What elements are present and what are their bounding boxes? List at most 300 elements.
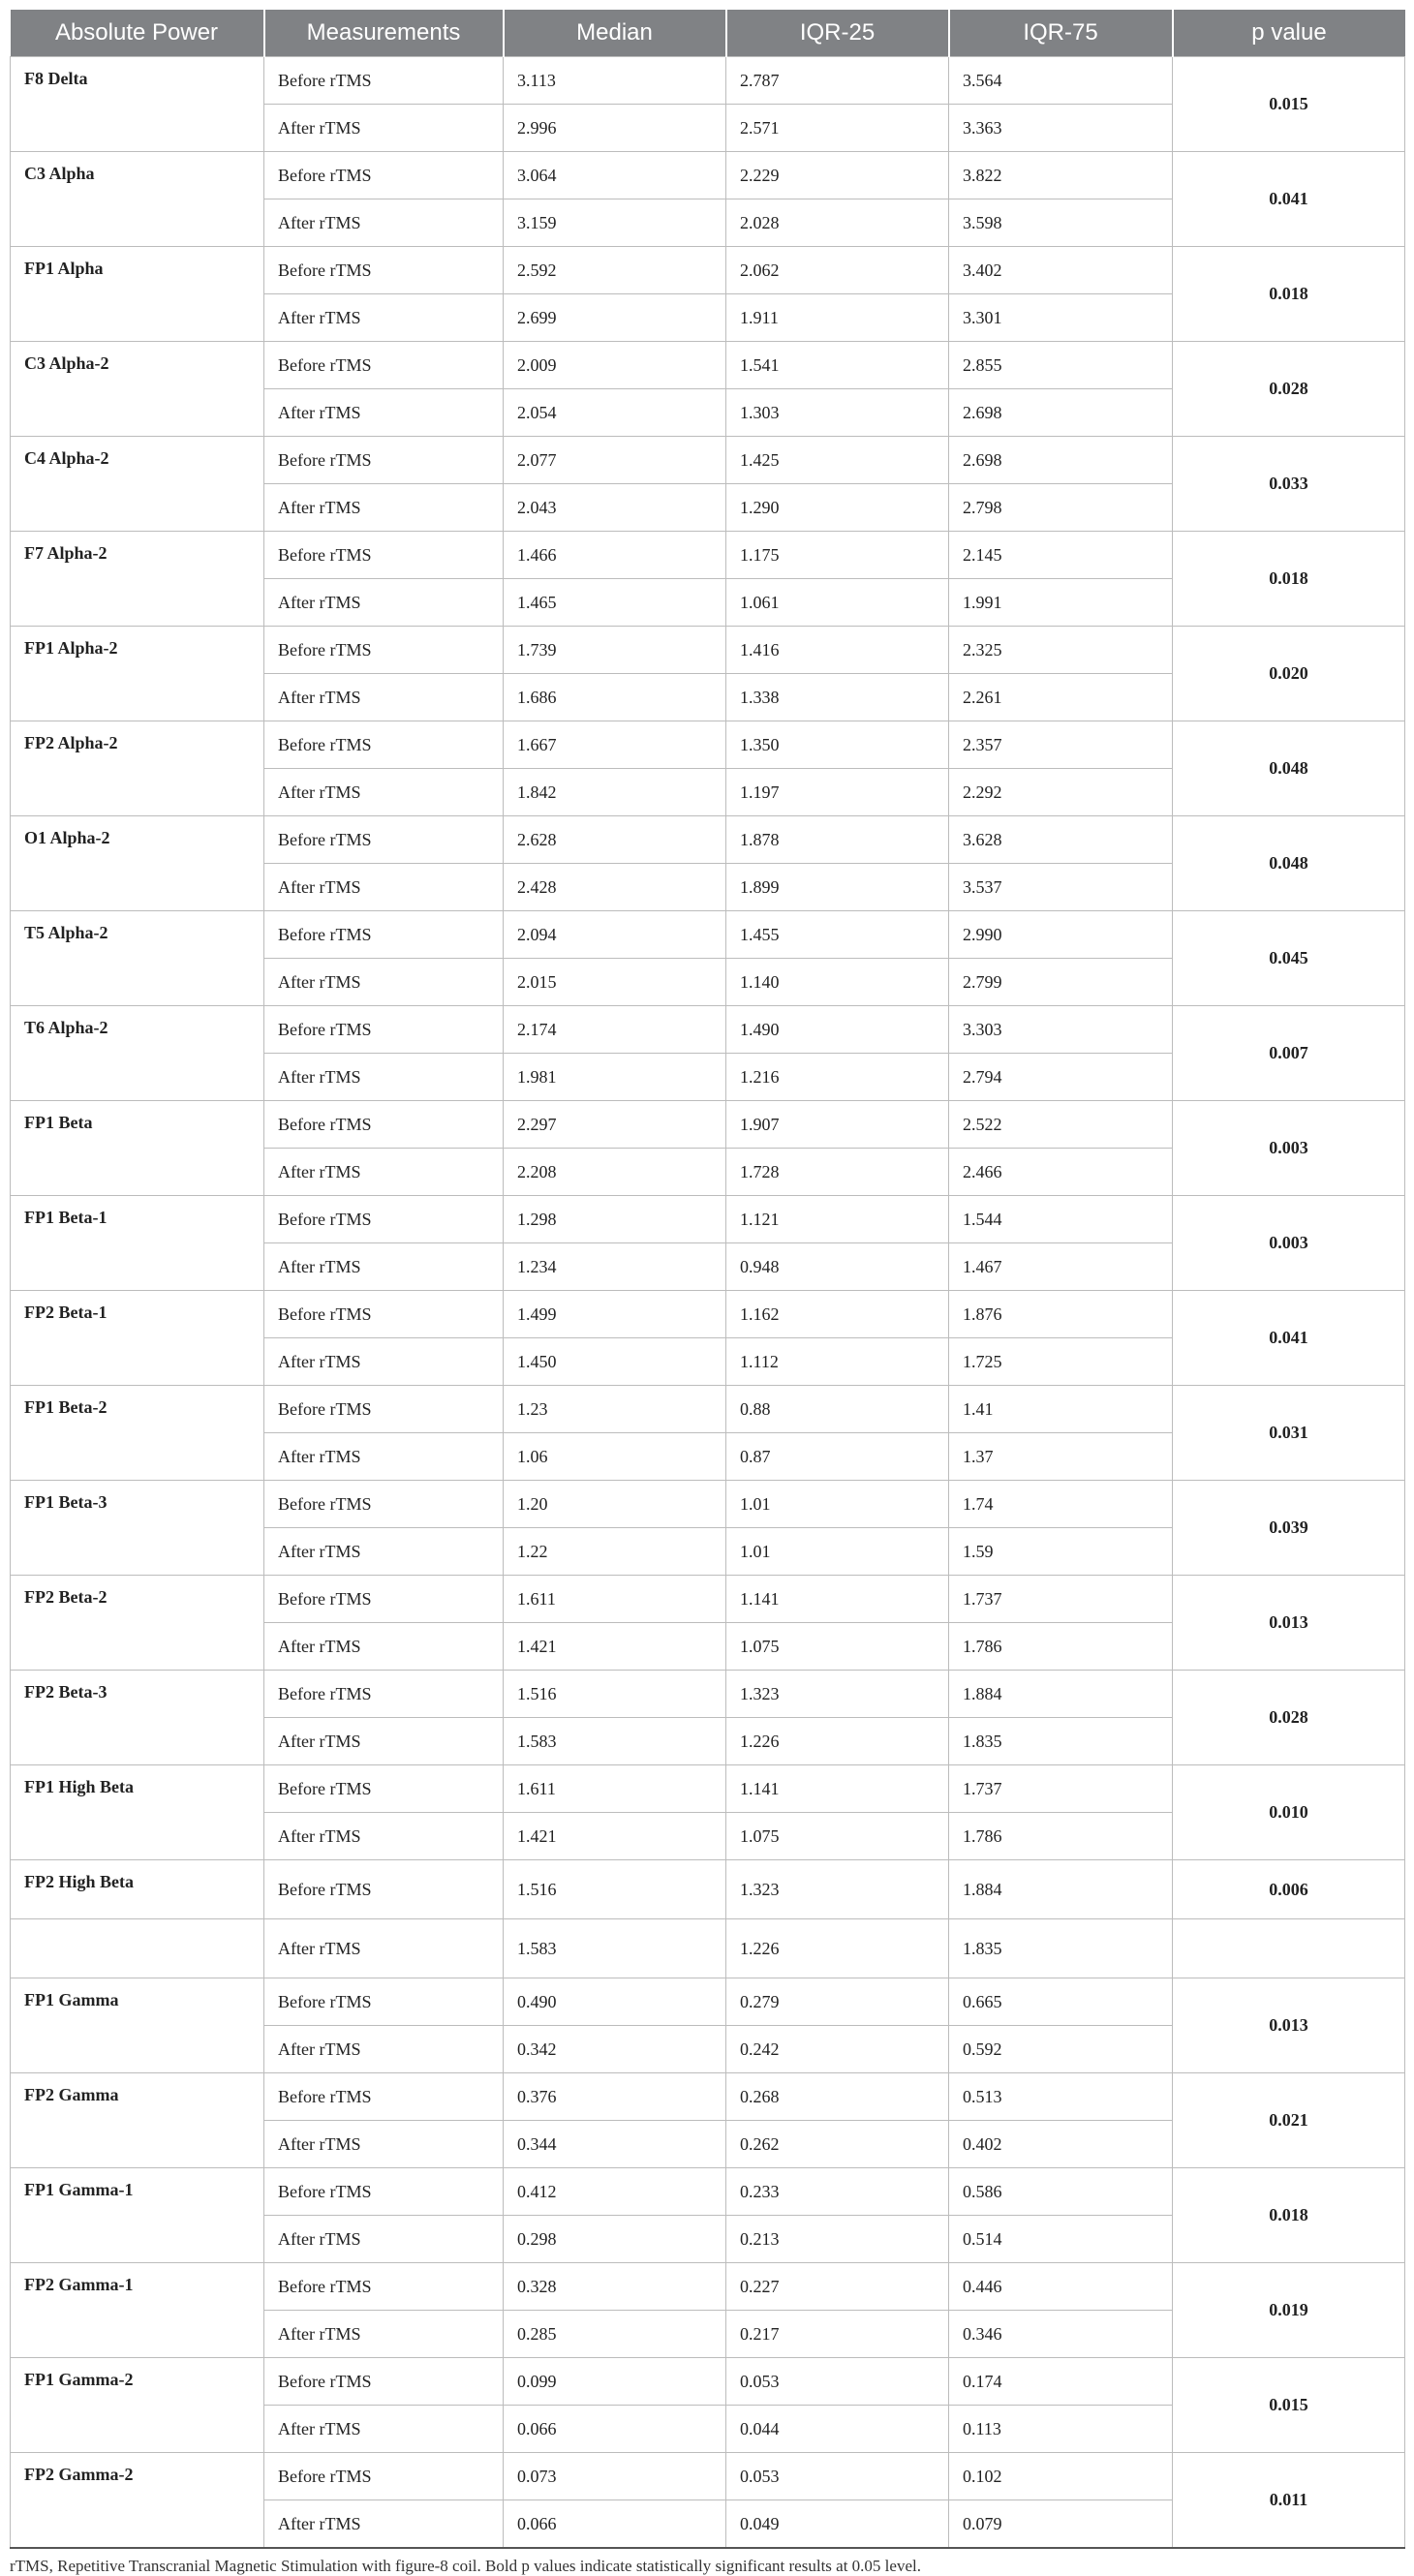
group-label: FP2 Gamma — [11, 2073, 264, 2168]
measurement-cell: After rTMS — [264, 2026, 504, 2073]
table-row — [11, 911, 1405, 959]
value-cell: 1.298 — [504, 1196, 726, 1243]
value-cell: 0.113 — [949, 2406, 1173, 2453]
table-row — [11, 1860, 1405, 1919]
measurement-cell: After rTMS — [264, 1338, 504, 1386]
value-cell: 1.421 — [504, 1813, 726, 1860]
column-header: Absolute Power — [11, 10, 264, 57]
group-label: FP1 Gamma — [11, 1978, 264, 2073]
value-cell: 1.786 — [949, 1623, 1173, 1671]
value-cell: 1.544 — [949, 1196, 1173, 1243]
value-cell: 1.226 — [726, 1718, 949, 1765]
group-label: F8 Delta — [11, 57, 264, 152]
value-cell: 2.174 — [504, 1006, 726, 1054]
measurement-cell: Before rTMS — [264, 1671, 504, 1718]
value-cell: 1.197 — [726, 769, 949, 816]
value-cell: 1.786 — [949, 1813, 1173, 1860]
table-row — [11, 2358, 1405, 2406]
value-cell: 2.571 — [726, 105, 949, 152]
group-label — [11, 1919, 264, 1978]
table-row — [11, 1765, 1405, 1813]
value-cell: 2.996 — [504, 105, 726, 152]
p-value-cell — [1173, 1919, 1405, 1978]
results-table-container — [10, 10, 1404, 2576]
value-cell: 1.140 — [726, 959, 949, 1006]
measurement-cell: Before rTMS — [264, 1196, 504, 1243]
table-row — [11, 342, 1405, 389]
measurement-cell: After rTMS — [264, 769, 504, 816]
p-value-cell: 0.045 — [1173, 911, 1405, 1006]
p-value-cell: 0.003 — [1173, 1101, 1405, 1196]
value-cell: 1.835 — [949, 1919, 1173, 1978]
p-value-cell: 0.018 — [1173, 2168, 1405, 2263]
table-row — [11, 247, 1405, 294]
value-cell: 1.323 — [726, 1671, 949, 1718]
table-row — [11, 2073, 1405, 2121]
p-value-cell: 0.015 — [1173, 57, 1405, 152]
column-header: p value — [1173, 10, 1405, 57]
value-cell: 0.217 — [726, 2311, 949, 2358]
group-label: FP2 Beta-1 — [11, 1291, 264, 1386]
p-value-cell: 0.003 — [1173, 1196, 1405, 1291]
value-cell: 1.490 — [726, 1006, 949, 1054]
value-cell: 3.303 — [949, 1006, 1173, 1054]
value-cell: 0.490 — [504, 1978, 726, 2026]
table-body — [11, 57, 1405, 2549]
value-cell: 2.466 — [949, 1149, 1173, 1196]
value-cell: 1.911 — [726, 294, 949, 342]
value-cell: 0.044 — [726, 2406, 949, 2453]
value-cell: 0.262 — [726, 2121, 949, 2168]
value-cell: 1.725 — [949, 1338, 1173, 1386]
value-cell: 2.043 — [504, 484, 726, 532]
measurement-cell: After rTMS — [264, 1718, 504, 1765]
value-cell: 0.88 — [726, 1386, 949, 1433]
value-cell: 1.981 — [504, 1054, 726, 1101]
table-row — [11, 1386, 1405, 1433]
table-row — [11, 1978, 1405, 2026]
value-cell: 0.066 — [504, 2500, 726, 2549]
value-cell: 2.798 — [949, 484, 1173, 532]
value-cell: 0.298 — [504, 2216, 726, 2263]
group-label: FP2 High Beta — [11, 1860, 264, 1919]
p-value-cell: 0.028 — [1173, 342, 1405, 437]
measurement-cell: After rTMS — [264, 1813, 504, 1860]
value-cell: 2.592 — [504, 247, 726, 294]
value-cell: 3.402 — [949, 247, 1173, 294]
p-value-cell: 0.041 — [1173, 1291, 1405, 1386]
measurement-cell: After rTMS — [264, 1919, 504, 1978]
table-row — [11, 1481, 1405, 1528]
value-cell: 2.208 — [504, 1149, 726, 1196]
value-cell: 3.564 — [949, 57, 1173, 105]
value-cell: 2.062 — [726, 247, 949, 294]
value-cell: 0.233 — [726, 2168, 949, 2216]
measurement-cell: Before rTMS — [264, 1765, 504, 1813]
value-cell: 1.516 — [504, 1671, 726, 1718]
value-cell: 1.667 — [504, 721, 726, 769]
table-row — [11, 627, 1405, 674]
value-cell: 1.465 — [504, 579, 726, 627]
value-cell: 1.075 — [726, 1813, 949, 1860]
value-cell: 1.323 — [726, 1860, 949, 1919]
value-cell: 3.064 — [504, 152, 726, 199]
table-row — [11, 1196, 1405, 1243]
value-cell: 0.87 — [726, 1433, 949, 1481]
value-cell: 1.121 — [726, 1196, 949, 1243]
value-cell: 1.37 — [949, 1433, 1173, 1481]
group-label: C3 Alpha-2 — [11, 342, 264, 437]
measurement-cell: After rTMS — [264, 2500, 504, 2549]
value-cell: 1.061 — [726, 579, 949, 627]
p-value-cell: 0.018 — [1173, 247, 1405, 342]
value-cell: 0.049 — [726, 2500, 949, 2549]
value-cell: 1.876 — [949, 1291, 1173, 1338]
value-cell: 3.598 — [949, 199, 1173, 247]
value-cell: 1.467 — [949, 1243, 1173, 1291]
measurement-cell: After rTMS — [264, 674, 504, 721]
measurement-cell: After rTMS — [264, 864, 504, 911]
value-cell: 0.073 — [504, 2453, 726, 2500]
group-label: FP1 Beta-1 — [11, 1196, 264, 1291]
column-header: Median — [504, 10, 726, 57]
table-header — [11, 10, 1405, 57]
value-cell: 3.628 — [949, 816, 1173, 864]
group-label: FP2 Gamma-1 — [11, 2263, 264, 2358]
value-cell: 1.541 — [726, 342, 949, 389]
value-cell: 2.028 — [726, 199, 949, 247]
table-footnote: rTMS, Repetitive Transcranial Magnetic Stimulation with figure-8 coil. Bold p values indicate statistically significant results at 0.05 level. — [10, 2557, 921, 2575]
value-cell: 2.054 — [504, 389, 726, 437]
table-row — [11, 1291, 1405, 1338]
value-cell: 1.739 — [504, 627, 726, 674]
value-cell: 2.229 — [726, 152, 949, 199]
table-row — [11, 2263, 1405, 2311]
measurement-cell: Before rTMS — [264, 1481, 504, 1528]
value-cell: 0.402 — [949, 2121, 1173, 2168]
value-cell: 2.009 — [504, 342, 726, 389]
p-value-cell: 0.006 — [1173, 1860, 1405, 1919]
header-row — [11, 10, 1405, 57]
value-cell: 2.787 — [726, 57, 949, 105]
value-cell: 3.822 — [949, 152, 1173, 199]
measurement-cell: Before rTMS — [264, 2358, 504, 2406]
value-cell: 1.226 — [726, 1919, 949, 1978]
value-cell: 2.699 — [504, 294, 726, 342]
value-cell: 1.425 — [726, 437, 949, 484]
table-row — [11, 1671, 1405, 1718]
value-cell: 0.412 — [504, 2168, 726, 2216]
value-cell: 2.628 — [504, 816, 726, 864]
table-row — [11, 721, 1405, 769]
table-row — [11, 2453, 1405, 2500]
measurement-cell: Before rTMS — [264, 152, 504, 199]
measurement-cell: Before rTMS — [264, 1006, 504, 1054]
value-cell: 1.20 — [504, 1481, 726, 1528]
group-label: FP1 Gamma-1 — [11, 2168, 264, 2263]
value-cell: 2.428 — [504, 864, 726, 911]
value-cell: 1.338 — [726, 674, 949, 721]
table-row — [11, 1006, 1405, 1054]
value-cell: 1.907 — [726, 1101, 949, 1149]
measurement-cell: After rTMS — [264, 2216, 504, 2263]
value-cell: 0.285 — [504, 2311, 726, 2358]
value-cell: 0.066 — [504, 2406, 726, 2453]
value-cell: 3.363 — [949, 105, 1173, 152]
value-cell: 2.357 — [949, 721, 1173, 769]
measurement-cell: After rTMS — [264, 294, 504, 342]
value-cell: 1.01 — [726, 1528, 949, 1576]
group-label: FP1 Alpha — [11, 247, 264, 342]
value-cell: 2.261 — [949, 674, 1173, 721]
value-cell: 0.279 — [726, 1978, 949, 2026]
value-cell: 1.141 — [726, 1765, 949, 1813]
value-cell: 0.242 — [726, 2026, 949, 2073]
measurement-cell: Before rTMS — [264, 532, 504, 579]
value-cell: 0.053 — [726, 2358, 949, 2406]
value-cell: 0.102 — [949, 2453, 1173, 2500]
p-value-cell: 0.039 — [1173, 1481, 1405, 1576]
measurement-cell: After rTMS — [264, 1243, 504, 1291]
group-label: FP1 Gamma-2 — [11, 2358, 264, 2453]
p-value-cell: 0.013 — [1173, 1978, 1405, 2073]
measurement-cell: Before rTMS — [264, 627, 504, 674]
value-cell: 1.416 — [726, 627, 949, 674]
value-cell: 0.268 — [726, 2073, 949, 2121]
value-cell: 0.344 — [504, 2121, 726, 2168]
table-row — [11, 1576, 1405, 1623]
p-value-cell: 0.048 — [1173, 721, 1405, 816]
measurement-cell: After rTMS — [264, 484, 504, 532]
measurement-cell: After rTMS — [264, 1528, 504, 1576]
group-label: T5 Alpha-2 — [11, 911, 264, 1006]
measurement-cell: Before rTMS — [264, 437, 504, 484]
p-value-cell: 0.031 — [1173, 1386, 1405, 1481]
measurement-cell: Before rTMS — [264, 816, 504, 864]
value-cell: 0.665 — [949, 1978, 1173, 2026]
value-cell: 1.290 — [726, 484, 949, 532]
measurement-cell: Before rTMS — [264, 1291, 504, 1338]
measurement-cell: Before rTMS — [264, 1101, 504, 1149]
table-row — [11, 816, 1405, 864]
measurement-cell: After rTMS — [264, 199, 504, 247]
value-cell: 1.421 — [504, 1623, 726, 1671]
measurement-cell: After rTMS — [264, 389, 504, 437]
value-cell: 1.455 — [726, 911, 949, 959]
p-value-cell: 0.041 — [1173, 152, 1405, 247]
table-row — [11, 437, 1405, 484]
value-cell: 3.113 — [504, 57, 726, 105]
value-cell: 1.899 — [726, 864, 949, 911]
value-cell: 0.342 — [504, 2026, 726, 2073]
value-cell: 1.884 — [949, 1671, 1173, 1718]
measurement-cell: After rTMS — [264, 1149, 504, 1196]
table-row — [11, 532, 1405, 579]
value-cell: 0.592 — [949, 2026, 1173, 2073]
value-cell: 0.099 — [504, 2358, 726, 2406]
value-cell: 2.799 — [949, 959, 1173, 1006]
p-value-cell: 0.018 — [1173, 532, 1405, 627]
value-cell: 0.227 — [726, 2263, 949, 2311]
measurement-cell: Before rTMS — [264, 2073, 504, 2121]
value-cell: 1.583 — [504, 1919, 726, 1978]
group-label: FP2 Beta-2 — [11, 1576, 264, 1671]
table-row — [11, 2168, 1405, 2216]
value-cell: 1.878 — [726, 816, 949, 864]
value-cell: 1.22 — [504, 1528, 726, 1576]
group-label: C4 Alpha-2 — [11, 437, 264, 532]
table-row — [11, 1101, 1405, 1149]
p-value-cell: 0.033 — [1173, 437, 1405, 532]
value-cell: 1.41 — [949, 1386, 1173, 1433]
measurement-cell: Before rTMS — [264, 1576, 504, 1623]
value-cell: 1.466 — [504, 532, 726, 579]
table-row — [11, 57, 1405, 105]
group-label: FP1 Beta-2 — [11, 1386, 264, 1481]
value-cell: 3.301 — [949, 294, 1173, 342]
value-cell: 2.094 — [504, 911, 726, 959]
column-header: Measurements — [264, 10, 504, 57]
value-cell: 0.446 — [949, 2263, 1173, 2311]
measurement-cell: Before rTMS — [264, 342, 504, 389]
measurement-cell: Before rTMS — [264, 1386, 504, 1433]
measurement-cell: Before rTMS — [264, 1978, 504, 2026]
value-cell: 1.162 — [726, 1291, 949, 1338]
value-cell: 0.513 — [949, 2073, 1173, 2121]
measurement-cell: After rTMS — [264, 2406, 504, 2453]
value-cell: 2.522 — [949, 1101, 1173, 1149]
value-cell: 1.516 — [504, 1860, 726, 1919]
value-cell: 2.145 — [949, 532, 1173, 579]
p-value-cell: 0.019 — [1173, 2263, 1405, 2358]
measurement-cell: Before rTMS — [264, 1860, 504, 1919]
measurement-cell: After rTMS — [264, 579, 504, 627]
value-cell: 0.586 — [949, 2168, 1173, 2216]
measurement-cell: After rTMS — [264, 1054, 504, 1101]
value-cell: 1.075 — [726, 1623, 949, 1671]
value-cell: 0.948 — [726, 1243, 949, 1291]
value-cell: 1.112 — [726, 1338, 949, 1386]
measurement-cell: Before rTMS — [264, 721, 504, 769]
value-cell: 1.686 — [504, 674, 726, 721]
measurement-cell: After rTMS — [264, 1623, 504, 1671]
value-cell: 0.174 — [949, 2358, 1173, 2406]
value-cell: 1.141 — [726, 1576, 949, 1623]
group-label: FP1 High Beta — [11, 1765, 264, 1860]
group-label: O1 Alpha-2 — [11, 816, 264, 911]
measurement-cell: Before rTMS — [264, 247, 504, 294]
value-cell: 1.737 — [949, 1765, 1173, 1813]
value-cell: 1.303 — [726, 389, 949, 437]
value-cell: 0.053 — [726, 2453, 949, 2500]
value-cell: 1.59 — [949, 1528, 1173, 1576]
value-cell: 3.159 — [504, 199, 726, 247]
value-cell: 1.06 — [504, 1433, 726, 1481]
group-label: FP2 Beta-3 — [11, 1671, 264, 1765]
measurement-cell: After rTMS — [264, 2121, 504, 2168]
group-label: FP2 Gamma-2 — [11, 2453, 264, 2549]
value-cell: 2.698 — [949, 437, 1173, 484]
measurement-cell: After rTMS — [264, 105, 504, 152]
group-label: F7 Alpha-2 — [11, 532, 264, 627]
value-cell: 0.213 — [726, 2216, 949, 2263]
value-cell: 1.216 — [726, 1054, 949, 1101]
value-cell: 2.990 — [949, 911, 1173, 959]
column-header: IQR-75 — [949, 10, 1173, 57]
value-cell: 1.884 — [949, 1860, 1173, 1919]
value-cell: 2.297 — [504, 1101, 726, 1149]
value-cell: 2.855 — [949, 342, 1173, 389]
value-cell: 2.015 — [504, 959, 726, 1006]
group-label: FP2 Alpha-2 — [11, 721, 264, 816]
absolute-power-table — [10, 10, 1405, 2549]
value-cell: 1.350 — [726, 721, 949, 769]
p-value-cell: 0.028 — [1173, 1671, 1405, 1765]
value-cell: 3.537 — [949, 864, 1173, 911]
value-cell: 0.376 — [504, 2073, 726, 2121]
value-cell: 1.175 — [726, 532, 949, 579]
value-cell: 1.835 — [949, 1718, 1173, 1765]
measurement-cell: Before rTMS — [264, 57, 504, 105]
group-label: FP1 Beta — [11, 1101, 264, 1196]
measurement-cell: After rTMS — [264, 959, 504, 1006]
measurement-cell: After rTMS — [264, 1433, 504, 1481]
value-cell: 1.728 — [726, 1149, 949, 1196]
column-header: IQR-25 — [726, 10, 949, 57]
measurement-cell: Before rTMS — [264, 911, 504, 959]
value-cell: 0.079 — [949, 2500, 1173, 2549]
p-value-cell: 0.015 — [1173, 2358, 1405, 2453]
value-cell: 2.325 — [949, 627, 1173, 674]
value-cell: 2.698 — [949, 389, 1173, 437]
measurement-cell: Before rTMS — [264, 2263, 504, 2311]
value-cell: 1.991 — [949, 579, 1173, 627]
value-cell: 1.01 — [726, 1481, 949, 1528]
measurement-cell: After rTMS — [264, 2311, 504, 2358]
table-row — [11, 152, 1405, 199]
value-cell: 1.583 — [504, 1718, 726, 1765]
value-cell: 2.292 — [949, 769, 1173, 816]
value-cell: 1.611 — [504, 1765, 726, 1813]
measurement-cell: Before rTMS — [264, 2168, 504, 2216]
value-cell: 1.450 — [504, 1338, 726, 1386]
group-label: T6 Alpha-2 — [11, 1006, 264, 1101]
value-cell: 1.737 — [949, 1576, 1173, 1623]
value-cell: 1.74 — [949, 1481, 1173, 1528]
measurement-cell: Before rTMS — [264, 2453, 504, 2500]
p-value-cell: 0.007 — [1173, 1006, 1405, 1101]
value-cell: 1.842 — [504, 769, 726, 816]
p-value-cell: 0.048 — [1173, 816, 1405, 911]
value-cell: 2.794 — [949, 1054, 1173, 1101]
table-row — [11, 1919, 1405, 1978]
value-cell: 1.23 — [504, 1386, 726, 1433]
p-value-cell: 0.010 — [1173, 1765, 1405, 1860]
value-cell: 1.499 — [504, 1291, 726, 1338]
p-value-cell: 0.013 — [1173, 1576, 1405, 1671]
value-cell: 0.514 — [949, 2216, 1173, 2263]
group-label: FP1 Beta-3 — [11, 1481, 264, 1576]
value-cell: 0.346 — [949, 2311, 1173, 2358]
value-cell: 1.234 — [504, 1243, 726, 1291]
value-cell: 1.611 — [504, 1576, 726, 1623]
value-cell: 0.328 — [504, 2263, 726, 2311]
group-label: FP1 Alpha-2 — [11, 627, 264, 721]
group-label: C3 Alpha — [11, 152, 264, 247]
p-value-cell: 0.011 — [1173, 2453, 1405, 2549]
p-value-cell: 0.020 — [1173, 627, 1405, 721]
value-cell: 2.077 — [504, 437, 726, 484]
